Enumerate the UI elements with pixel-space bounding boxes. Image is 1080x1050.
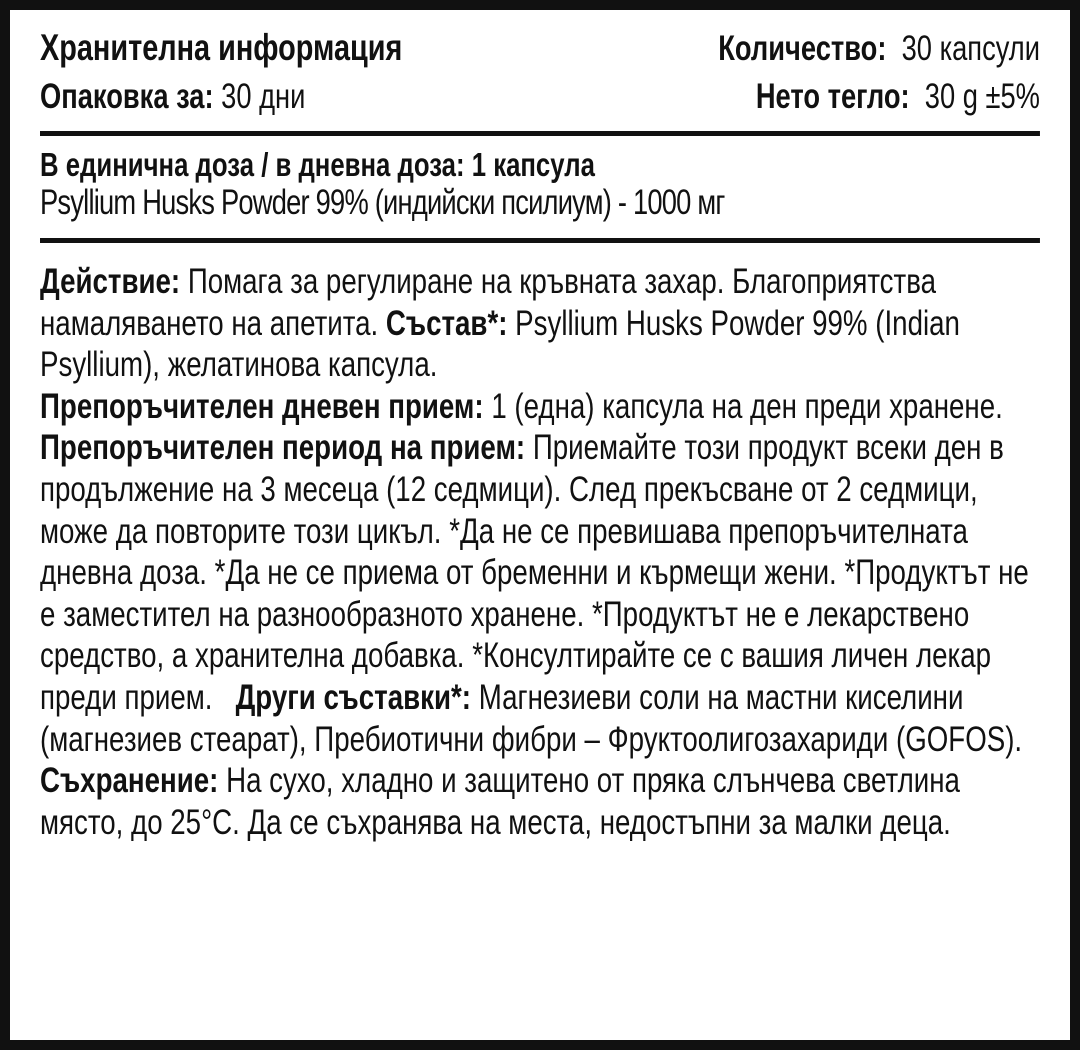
- package-value: 30 дни: [221, 77, 306, 116]
- label-title: Хранителна информация: [40, 27, 403, 68]
- divider-middle: [40, 238, 1040, 243]
- dose-heading: В единична доза / в дневна доза: 1 капсула: [40, 146, 595, 183]
- action-text: Помага за регулиране на кръвната захар. Благоприятства намаляването на апетита.: [40, 261, 937, 343]
- net-weight-value: 30 g ±5%: [924, 77, 1040, 116]
- other-label: Други съставки*:: [235, 676, 471, 717]
- package-label: Опаковка за:: [40, 77, 214, 116]
- storage-label: Съхранение:: [40, 760, 219, 801]
- quantity: [718, 25, 1040, 73]
- quantity-value: 30 капсули: [901, 29, 1040, 68]
- dose-section: [40, 146, 1040, 222]
- period-text: Приемайте този продукт всеки ден в продължение на 3 месеца (12 седмици). След прекъсване от 2 седмици, може да повторите този цикъл. *Да не се превишава препоръчителната дневна доза. *Да не се приема от бременни и кърмещи жени. *Продуктът не е заместител на разнообразното хранене. *Продуктът не е лекарствено средство, а хранителна добавка. *Консултирайте се с вашия личен лекар преди прием.: [40, 427, 1037, 717]
- net-weight: [756, 73, 1040, 121]
- package: [40, 73, 305, 121]
- composition-label: Състав*:: [385, 302, 508, 343]
- other-text: Магнезиеви соли на мастни киселини (магнезиев стеарат), Пребиотични фибри – Фруктоолигозахариди (GOFOS).: [40, 676, 1023, 759]
- description-paragraph: [40, 261, 1040, 843]
- storage-text: На сухо, хладно и защитено от пряка слънчева светлина място, до 25°С. Да се съхранява на места, недостъпни за малки деца.: [40, 760, 960, 842]
- daily-intake-text: 1 (една) капсула на ден преди хранене.: [483, 385, 1003, 426]
- quantity-label: Количество:: [718, 29, 887, 68]
- dose-ingredient: Psyllium Husks Powder 99% (индийски псилиум) - 1000 мг: [40, 183, 725, 222]
- divider-top: [40, 131, 1040, 136]
- net-weight-label: Нето тегло:: [755, 77, 910, 116]
- header-row-1: [40, 24, 1040, 73]
- daily-intake-label: Препоръчителен дневен прием:: [40, 385, 484, 426]
- label-content: [40, 24, 1040, 843]
- composition-text: Psyllium Husks Powder 99% (Indian Psyllium), желатинова капсула.: [40, 302, 960, 385]
- header-row-2: [40, 73, 1040, 121]
- period-label: Препоръчителен период на прием:: [40, 427, 526, 468]
- description-body: [40, 261, 1040, 843]
- action-label: Действие:: [40, 261, 181, 301]
